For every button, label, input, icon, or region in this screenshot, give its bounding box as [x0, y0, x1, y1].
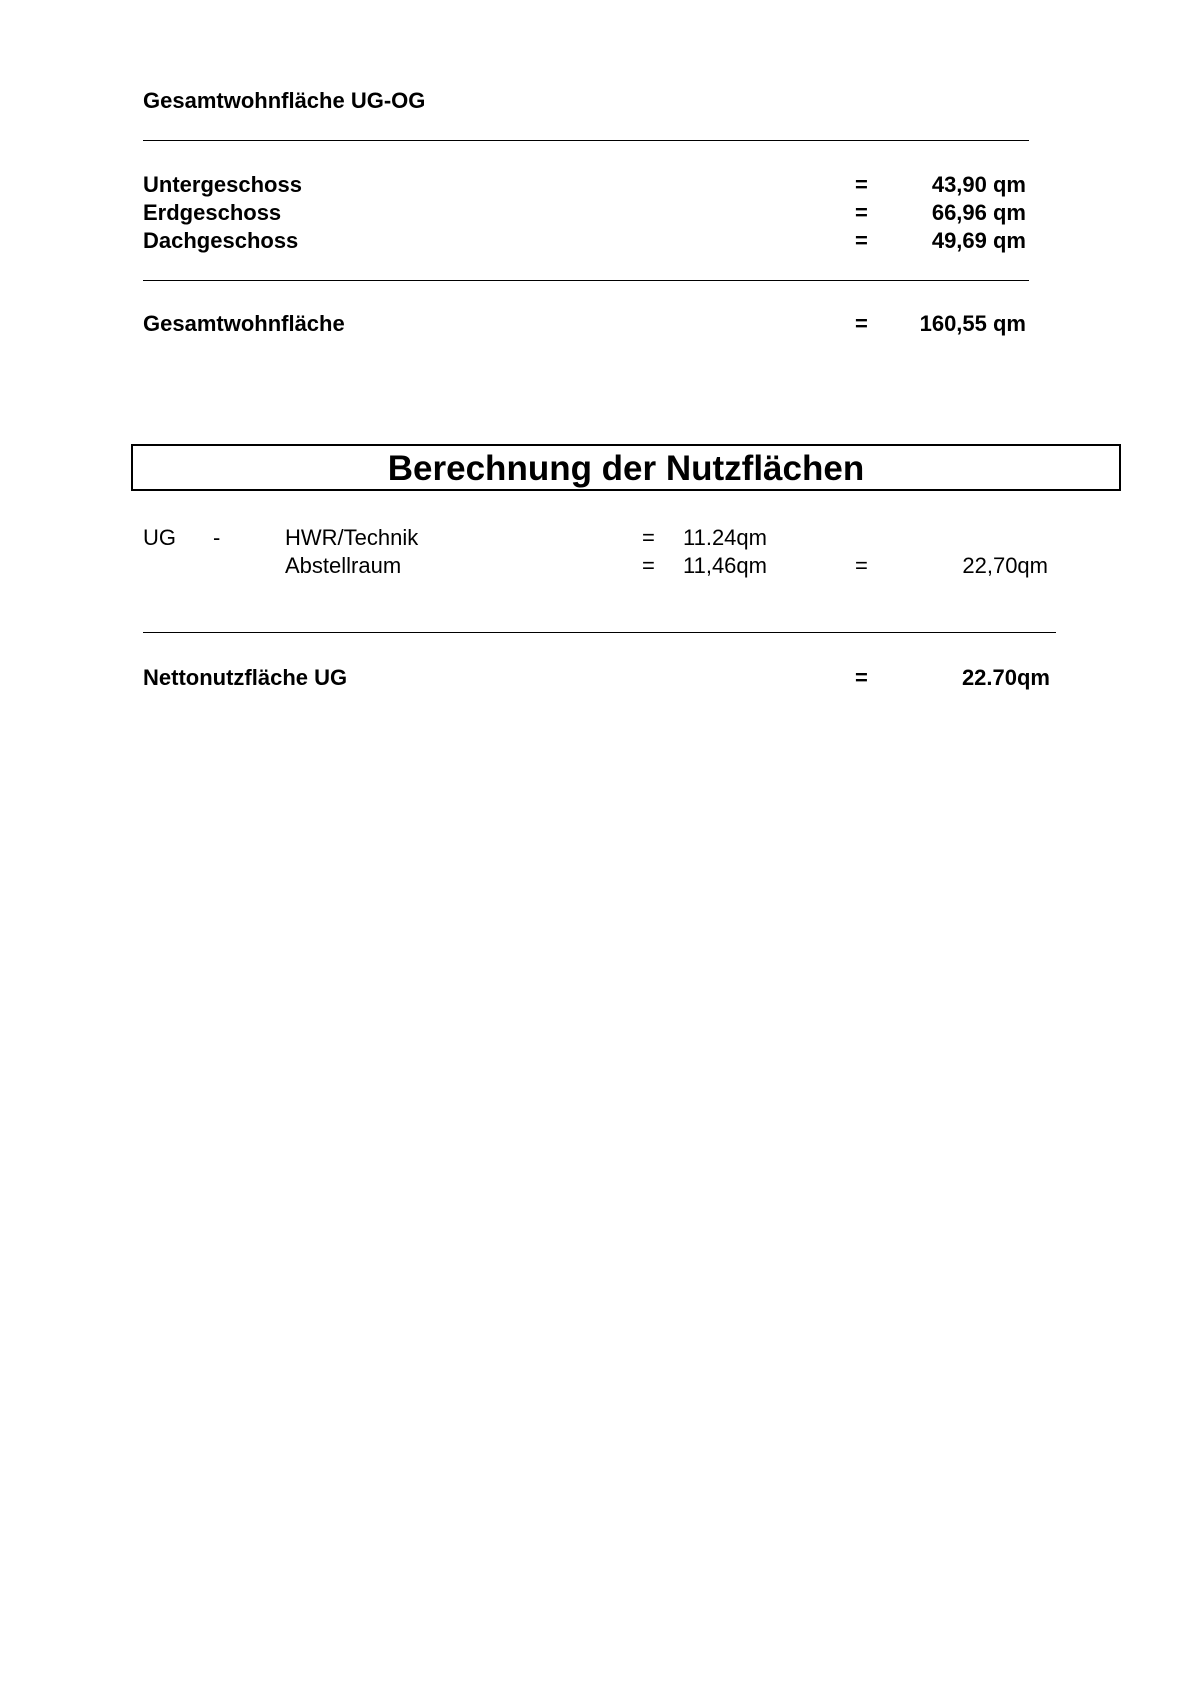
total-label-nettonutzflaeche: Nettonutzfläche UG [143, 665, 348, 690]
room-sum-value: 22,70qm [962, 553, 1048, 578]
equals-sign: = [855, 553, 868, 578]
total-label-gesamtwohnflaeche: Gesamtwohnfläche [143, 311, 345, 336]
row-label-erdgeschoss: Erdgeschoss [143, 200, 282, 225]
total-value-nettonutzflaeche: 22.70qm [961, 665, 1050, 690]
divider [143, 632, 1056, 633]
row-value-dachgeschoss: 49,69 qm [931, 228, 1026, 253]
room-value-hwr-technik: 11.24qm [683, 525, 767, 550]
section-title-box [131, 444, 1121, 491]
row-label-dachgeschoss: Dachgeschoss [143, 228, 299, 253]
section-heading-wohnflaeche: Gesamtwohnfläche UG-OG [143, 88, 426, 113]
equals-sign: = [855, 228, 868, 253]
equals-sign: = [855, 665, 868, 690]
floor-label: UG [143, 525, 176, 550]
row-value-untergeschoss: 43,90 qm [931, 172, 1026, 197]
section-title-nutzflaechen: Berechnung der Nutzflächen [387, 449, 865, 488]
divider [143, 280, 1029, 281]
equals-sign: = [855, 311, 868, 336]
room-label-hwr-technik: HWR/Technik [285, 525, 419, 550]
floor-dash: - [213, 525, 221, 550]
room-label-abstellraum: Abstellraum [285, 553, 402, 578]
row-value-erdgeschoss: 66,96 qm [931, 200, 1026, 225]
equals-sign: = [855, 200, 868, 225]
equals-sign: = [855, 172, 868, 197]
row-label-untergeschoss: Untergeschoss [143, 172, 302, 197]
equals-sign: = [642, 553, 655, 578]
divider [143, 140, 1029, 141]
total-value-gesamtwohnflaeche: 160,55 qm [919, 311, 1026, 336]
room-value-abstellraum: 11,46qm [683, 553, 767, 578]
equals-sign: = [642, 525, 655, 550]
